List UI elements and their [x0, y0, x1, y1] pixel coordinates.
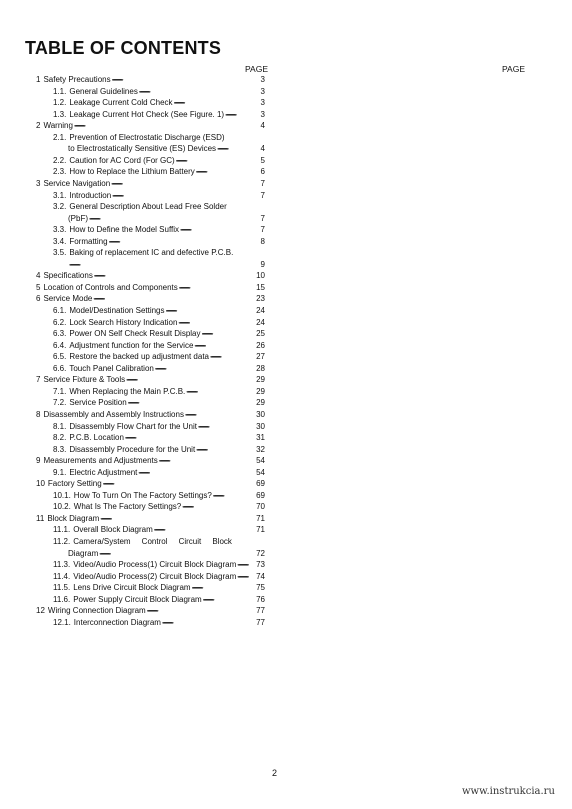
toc-entry-number: 3.1. — [53, 190, 67, 200]
toc-leader-dots — [128, 398, 255, 408]
toc-leader-dots — [112, 191, 259, 201]
toc-leader-dots — [93, 294, 255, 304]
toc-entry-number: 4 — [36, 271, 41, 281]
toc-leader-dots — [155, 364, 255, 374]
toc-entry-page: 4 — [260, 144, 265, 154]
toc-entry-page: 6 — [260, 167, 265, 177]
toc-entry-page: 3 — [260, 98, 265, 108]
toc-entry[interactable] — [53, 445, 265, 455]
toc-entry-title: Prevention of Electrostatic Discharge (ESD) — [69, 132, 225, 142]
toc-entry[interactable] — [53, 560, 265, 570]
toc-leader-dots — [198, 422, 255, 432]
toc-entry-number: 12.1. — [53, 617, 71, 627]
toc-leader-dots — [174, 98, 260, 108]
toc-entry-number: 6.5. — [53, 352, 67, 362]
toc-leader-dots — [125, 433, 255, 443]
toc-entry-title: Disassembly and Assembly Instructions — [43, 409, 184, 419]
toc-entry[interactable] — [53, 387, 265, 397]
toc-entry-title: Model/Destination Settings — [69, 306, 165, 315]
toc-entry-title: Warning — [43, 121, 73, 131]
toc-leader-dots — [176, 156, 260, 166]
toc-entry-page: 72 — [256, 548, 265, 558]
toc-entry-number: 9.1. — [53, 467, 67, 477]
toc-entry-number: 7 — [36, 375, 41, 385]
page-number: 2 — [272, 768, 278, 778]
toc-entry-title: General Guidelines — [69, 86, 138, 96]
toc-entry[interactable] — [53, 364, 265, 374]
toc-entry-title: Restore the backed up adjustment data — [69, 352, 209, 362]
toc-entry-page: 70 — [256, 502, 265, 512]
toc-entry[interactable] — [53, 237, 265, 247]
toc-entry-page: 73 — [256, 560, 265, 570]
toc-leader-dots — [109, 237, 260, 247]
toc-entry-number: 11.3. — [53, 560, 71, 570]
toc-entry-page: 77 — [256, 606, 265, 616]
toc-entry-number: 6 — [36, 294, 41, 304]
toc-leader-dots — [69, 260, 260, 270]
toc-entry-number: 6.3. — [53, 329, 67, 339]
toc-leader-dots — [217, 144, 259, 154]
toc-entry[interactable] — [53, 202, 265, 212]
toc-entry-title: Service Fixture & Tools — [43, 375, 126, 385]
toc-entry[interactable] — [53, 110, 265, 120]
toc-entry-page: 3 — [260, 86, 265, 96]
toc-entry-title: What Is The Factory Settings? — [73, 502, 182, 512]
toc-entry-title: Power Supply Circuit Block Diagram — [73, 594, 202, 604]
toc-entry[interactable] — [53, 433, 265, 443]
toc-leader-dots — [213, 491, 255, 501]
toc-entry-title: Lock Search History Indication — [69, 317, 178, 327]
toc-entry[interactable] — [53, 583, 265, 593]
toc-entry[interactable] — [36, 410, 265, 420]
toc-entry-page: 7 — [260, 225, 265, 235]
toc-entry-page: 74 — [256, 571, 265, 581]
toc-entry-number: 2.3. — [53, 167, 67, 177]
toc-leader-dots — [237, 560, 255, 570]
toc-leader-dots — [185, 410, 255, 420]
toc-leader-dots — [99, 549, 255, 559]
toc-leader-dots — [203, 595, 255, 605]
toc-entry-title: General Description About Lead Free Solder — [69, 202, 227, 212]
toc-entry[interactable] — [36, 606, 265, 616]
toc-entry[interactable] — [36, 479, 265, 489]
toc-entry[interactable] — [53, 525, 265, 535]
toc-entry-number: 10.2. — [53, 502, 71, 512]
toc-leader-dots — [94, 271, 255, 281]
toc-leader-dots — [138, 468, 255, 478]
toc-leader-dots — [154, 525, 255, 535]
toc-entry-number: 6.2. — [53, 317, 67, 327]
toc-leader-dots — [192, 583, 256, 593]
toc-entry-page: 77 — [256, 617, 265, 627]
toc-entry-page: 26 — [256, 340, 265, 350]
toc-leader-dots — [194, 341, 255, 351]
watermark: www.instrukcia.ru — [462, 786, 555, 797]
toc-leader-dots — [89, 214, 260, 224]
toc-entry[interactable] — [53, 491, 265, 501]
toc-entry-page: 28 — [256, 363, 265, 373]
toc-entry-number: 6.6. — [53, 363, 67, 373]
toc-entry-title: Service Position — [69, 398, 127, 408]
toc-entry-page: 7 — [260, 190, 265, 200]
toc-entry-page: 71 — [256, 525, 265, 535]
toc-leader-dots — [196, 445, 255, 455]
toc-entry-number: 11.2. — [53, 537, 71, 546]
toc-leader-dots — [159, 456, 255, 466]
toc-entry-number: 2.2. — [53, 155, 67, 165]
toc-entry-page: 24 — [256, 317, 265, 327]
toc-entry-title: Touch Panel Calibration — [69, 363, 154, 373]
toc-entry-title: Block Diagram — [47, 513, 100, 523]
toc-entry-number: 8.1. — [53, 421, 67, 431]
toc-leader-dots — [186, 387, 255, 397]
toc-entry-number: 3.4. — [53, 236, 67, 246]
toc-entry-number: 2 — [36, 121, 41, 131]
toc-entry[interactable] — [36, 294, 265, 304]
toc-entry-page: 25 — [256, 329, 265, 339]
toc-leader-dots — [103, 479, 255, 489]
toc-entry-title: Camera/System Control Circuit Block — [73, 537, 232, 546]
toc-entry[interactable] — [53, 398, 265, 408]
toc-entry[interactable] — [53, 352, 265, 362]
toc-entry[interactable] — [36, 121, 265, 131]
toc-entry[interactable] — [36, 514, 265, 524]
toc-entry-page: 9 — [260, 259, 265, 269]
toc-leader-dots — [210, 352, 255, 362]
toc-entry[interactable] — [53, 329, 265, 339]
toc-entry[interactable] — [53, 318, 265, 328]
toc-entry-page: 29 — [256, 398, 265, 408]
toc-leader-dots — [179, 283, 255, 293]
toc-entry-page: 29 — [256, 386, 265, 396]
toc-entry-page: 54 — [256, 456, 265, 466]
toc-leader-dots — [111, 179, 259, 189]
toc-entry-page: 10 — [256, 271, 265, 281]
toc-entry[interactable] — [53, 595, 265, 605]
toc-entry-page: 30 — [256, 421, 265, 431]
toc-entry-title: How to Replace the Lithium Battery — [69, 167, 195, 177]
toc-entry-title: Adjustment function for the Service — [69, 340, 194, 350]
toc-entry-number: 7.1. — [53, 386, 67, 396]
toc-entry-title: Service Navigation — [43, 178, 111, 188]
toc-leader-dots — [182, 502, 255, 512]
toc-entry[interactable] — [53, 306, 265, 316]
toc-entry-title: Caution for AC Cord (For GC) — [69, 155, 175, 165]
toc-entry-title: Wiring Connection Diagram — [47, 606, 146, 616]
toc-entry[interactable] — [53, 167, 265, 177]
toc-leader-dots — [112, 75, 260, 85]
toc-entry-number: 11.6. — [53, 594, 71, 604]
toc-entry-page: 3 — [260, 109, 265, 119]
toc-entry-number: 1.1. — [53, 86, 67, 96]
page-title: TABLE OF CONTENTS — [25, 38, 222, 58]
toc-entry-page: 23 — [256, 294, 265, 304]
toc-entry-title: P.C.B. Location — [69, 433, 124, 443]
toc-leader-dots — [225, 110, 259, 120]
toc-entry-page: 32 — [256, 444, 265, 454]
toc-entry-title: Measurements and Adjustments — [43, 456, 158, 466]
toc-entry[interactable] — [36, 271, 265, 281]
toc-entry[interactable] — [53, 225, 265, 235]
toc-entry-title: Video/Audio Process(2) Circuit Block Diagram — [73, 571, 237, 581]
toc-entry-title: Lens Drive Circuit Block Diagram — [73, 583, 191, 593]
toc-entry-number: 8.2. — [53, 433, 67, 443]
toc-entry-title: Safety Precautions — [43, 75, 111, 84]
toc-entry-title: Formatting — [69, 236, 108, 246]
toc-entry[interactable] — [53, 98, 265, 108]
toc-leader-dots — [202, 329, 256, 339]
toc-entry-title: Video/Audio Process(1) Circuit Block Diagram — [73, 560, 237, 570]
toc-entry-number: 11.5. — [53, 583, 71, 593]
toc-entry-number: 11 — [36, 513, 45, 523]
toc-entry-number: 1.3. — [53, 109, 67, 119]
toc-entry-number: 1.2. — [53, 98, 67, 108]
toc-entry-page: 75 — [256, 583, 265, 593]
toc-entry[interactable] — [53, 422, 265, 432]
toc-entry[interactable] — [53, 133, 265, 143]
toc-entry-page: 3 — [260, 75, 265, 84]
toc-entry-number: 3.2. — [53, 202, 67, 212]
toc-entry[interactable] — [68, 214, 265, 224]
toc-entry[interactable] — [68, 260, 265, 270]
toc-entry[interactable] — [53, 191, 265, 201]
toc-entry-number: 10.1. — [53, 490, 71, 500]
toc-entry-page: 31 — [256, 433, 265, 443]
toc-leader-dots — [74, 121, 260, 131]
toc-entry-page: 7 — [260, 178, 265, 188]
toc-entry-number: 11.4. — [53, 571, 71, 581]
toc-leader-dots — [196, 167, 260, 177]
page-column-label-left: PAGE — [245, 64, 268, 74]
toc-entry-number: 8 — [36, 409, 41, 419]
page-column-label-right: PAGE — [502, 64, 525, 74]
toc-entry-title: Disassembly Procedure for the Unit — [69, 444, 196, 454]
toc-entry[interactable] — [53, 87, 265, 97]
toc-entry-title: Specifications — [43, 271, 93, 281]
toc-entry-title: Leakage Current Hot Check (See Figure. 1) — [69, 109, 225, 119]
toc-leader-dots — [180, 225, 260, 235]
toc-entry-page: 30 — [256, 409, 265, 419]
toc-leader-dots — [139, 87, 260, 97]
toc-entry[interactable] — [36, 375, 265, 385]
toc-entry-title: Service Mode — [43, 294, 93, 304]
toc-entry-number: 8.3. — [53, 444, 67, 454]
toc-entry-number: 6.4. — [53, 340, 67, 350]
toc-entry-title: Power ON Self Check Result Display — [69, 329, 201, 339]
toc-entry-number: 12 — [36, 606, 45, 616]
toc-entry-page: 27 — [256, 352, 265, 362]
toc-entry-title: Disassembly Flow Chart for the Unit — [69, 421, 197, 431]
toc-entry-page: 15 — [256, 282, 265, 292]
toc-entry[interactable] — [68, 144, 265, 154]
toc-entry-number: 1 — [36, 75, 41, 84]
toc-entry[interactable] — [68, 549, 265, 559]
toc-entry[interactable] — [53, 572, 265, 582]
toc-entry-title: Introduction — [69, 190, 112, 200]
toc-entry-number: 9 — [36, 456, 41, 466]
toc-entry[interactable] — [36, 179, 265, 189]
toc-entry-page: 4 — [260, 121, 265, 131]
toc-leader-dots — [147, 606, 255, 616]
toc-entry-number: 5 — [36, 282, 41, 292]
toc-entry-title: How to Define the Model Suffix — [69, 225, 180, 235]
toc-entry[interactable] — [36, 75, 265, 85]
toc-entry-page: 69 — [256, 479, 265, 489]
toc-entry[interactable] — [53, 537, 265, 547]
toc-entry-title: to Electrostatically Sensitive (ES) Devices — [68, 144, 217, 154]
toc-entry-page: 5 — [260, 155, 265, 165]
toc-entry-page: 29 — [256, 375, 265, 385]
toc-entry-title: Electric Adjustment — [69, 467, 138, 477]
toc-entry-title: Location of Controls and Components — [43, 282, 178, 292]
toc-entry-page: 8 — [260, 236, 265, 246]
toc-entry-page: 76 — [256, 594, 265, 604]
toc-entry-number: 2.1. — [53, 132, 67, 142]
toc-entry-number: 6.1. — [53, 306, 67, 315]
toc-entry[interactable] — [53, 468, 265, 478]
toc-leader-dots — [178, 318, 255, 328]
toc-leader-dots — [162, 618, 255, 628]
toc-entry-number: 10 — [36, 479, 45, 489]
toc-entry-number: 3 — [36, 178, 41, 188]
toc-entry-title: Leakage Current Cold Check — [69, 98, 173, 108]
toc-entry-page: 7 — [260, 213, 265, 223]
toc-entry-number: 7.2. — [53, 398, 67, 408]
toc-entry[interactable] — [53, 341, 265, 351]
toc-entry-title: (PbF) — [68, 213, 88, 223]
toc-entry-page: 71 — [256, 513, 265, 523]
toc-entry-number: 3.5. — [53, 248, 67, 258]
toc-entry-title: Baking of replacement IC and defective P.C.B. — [69, 248, 234, 258]
toc-leader-dots — [237, 572, 255, 582]
toc-entry[interactable] — [36, 283, 265, 293]
toc-entry-title: Overall Block Diagram — [73, 525, 153, 535]
toc-leader-dots — [166, 306, 256, 316]
toc-entry[interactable] — [53, 502, 265, 512]
toc-entry[interactable] — [53, 156, 265, 166]
toc-leader-dots — [126, 375, 255, 385]
toc-entry-title: Diagram — [68, 548, 99, 558]
toc-entry-page: 69 — [256, 490, 265, 500]
toc-entry-title: Interconnection Diagram — [73, 617, 161, 627]
toc-leader-dots — [100, 514, 255, 524]
toc-entry[interactable] — [53, 248, 265, 258]
toc-entry-title: Factory Setting — [47, 479, 102, 489]
toc-entry[interactable] — [36, 456, 265, 466]
toc-entry[interactable] — [53, 618, 265, 628]
toc-entry-page: 24 — [256, 306, 265, 315]
toc-entry-number: 11.1. — [53, 525, 71, 535]
toc-entry-number: 3.3. — [53, 225, 67, 235]
toc-entry-page: 54 — [256, 467, 265, 477]
toc-entry-title: How To Turn On The Factory Settings? — [73, 490, 212, 500]
toc-entry-title: When Replacing the Main P.C.B. — [69, 386, 186, 396]
